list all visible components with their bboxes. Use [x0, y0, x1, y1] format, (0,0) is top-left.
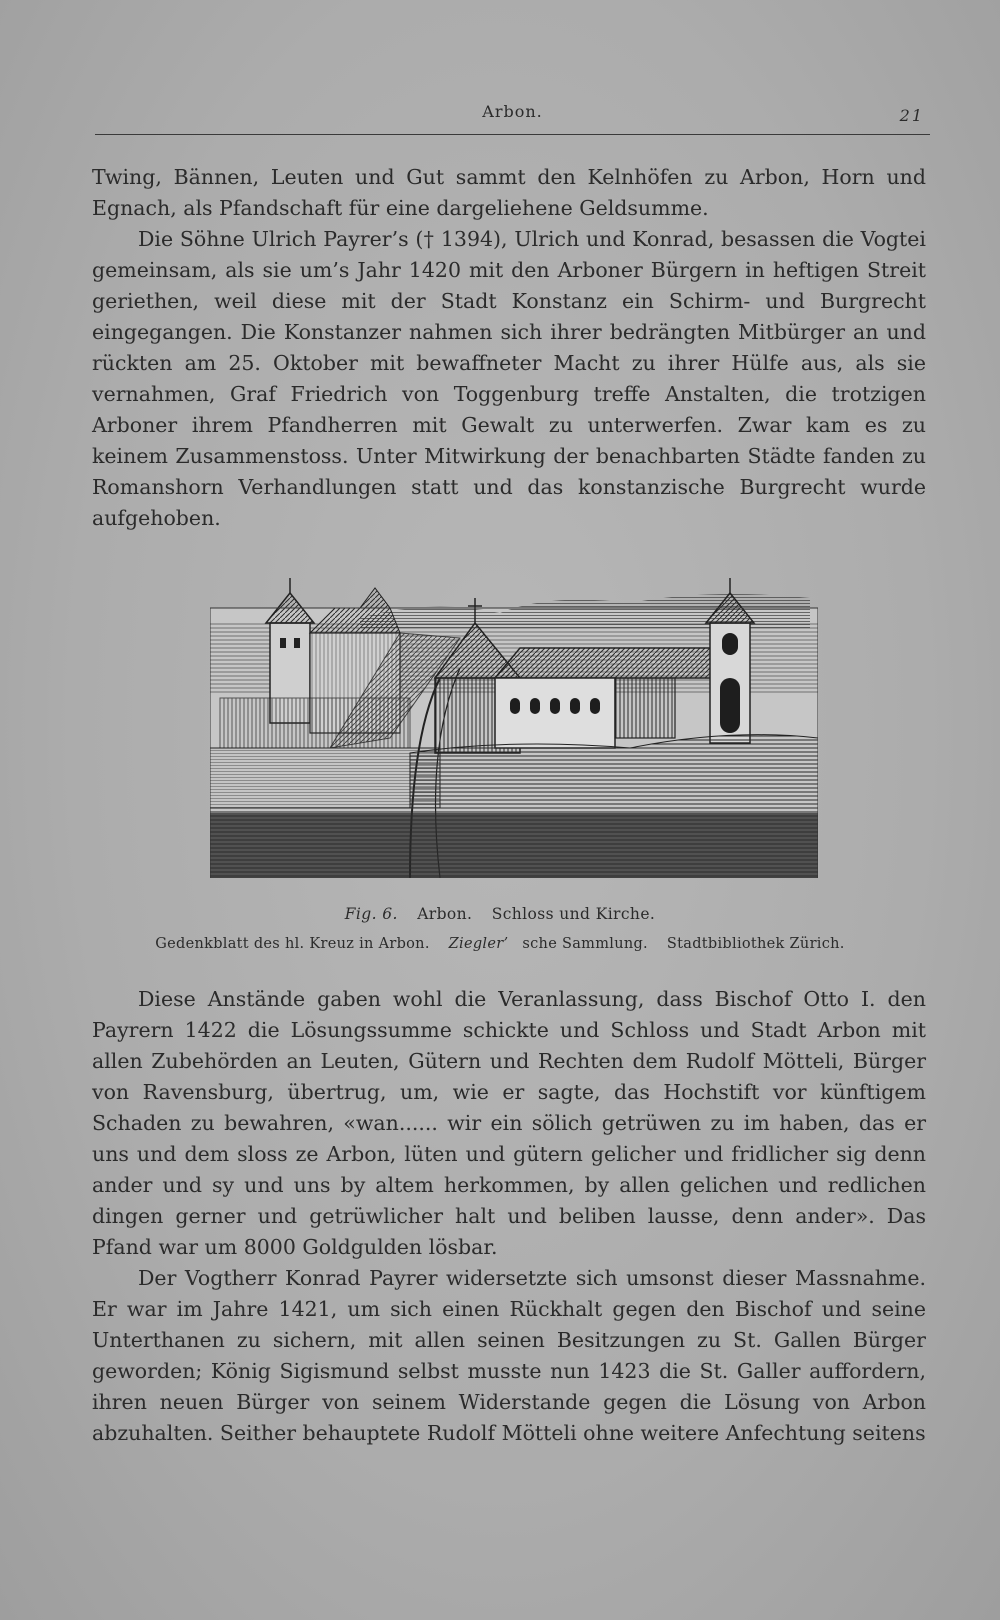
- figure-source-3: Stadtbibliothek Zürich.: [666, 936, 845, 952]
- figure-source-2-rest: sche Sammlung.: [522, 936, 648, 952]
- figure-illustration: [210, 578, 818, 878]
- running-head: [95, 100, 930, 135]
- figure-title: Arbon.: [417, 905, 473, 923]
- engraving-schloss-und-kirche: [210, 578, 818, 878]
- figure-subtitle: Schloss und Kirche.: [491, 905, 656, 923]
- paragraph: Twing, Bännen, Leuten und Gut sammt den Kelnhöfen zu Arbon, Horn und Egnach, als Pfandschaft für eine dargeliehene Geldsumme.: [92, 165, 926, 220]
- paragraph: Der Vogtherr Konrad Payrer widersetzte sich umsonst dieser Massnahme. Er war im Jahre 1421, um sich einen Rückhalt gegen den Bischof und seine Unterthanen zu sichern, mit allen seinen Besitzungen zu St. Gallen Bürger geworden; König Sigismund selbst musste nun 1423 die St. Galler auffordern, ihren neuen Bürger von seinem Widerstande gegen die Lösung von Arbon abzuhalten. Seither behauptete Rudolf Mötteli ohne weitere Anfechtung seitens: [92, 1266, 926, 1445]
- paragraph: Diese Anstände gaben wohl die Veranlassung, dass Bischof Otto I. den Payrern 1422 die Lösungssumme schickte und Schloss und Stadt Arbon mit allen Zubehörden an Leuten, Gütern und Rechten dem Rudolf Mötteli, Bürger von Ravensburg, übertrug, um, wie er sagte, das Hochstift vor künftigem Schaden zu bewahren, «wan...... wir ein sölich getrüwen zu im haben, das er uns und dem sloss ze Arbon, lüten und gütern gelicher und fridlicher sig denn ander und sy und uns by altem herkommen, by allen gelichen und redlichen dingen gerner und getrüwlicher halt und beliben lausse, denn ander». Das Pfand war um 8000 Goldgulden lösbar.: [92, 987, 926, 1259]
- text-block-top: [92, 162, 926, 534]
- figure-caption: [0, 905, 1000, 923]
- figure-source-1: Gedenkblatt des hl. Kreuz in Arbon.: [155, 936, 430, 952]
- figure-source: [0, 936, 1000, 952]
- page-number: 21: [899, 106, 924, 125]
- figure-label: Fig. 6.: [344, 905, 398, 923]
- paragraph: Die Söhne Ulrich Payrer’s († 1394), Ulrich und Konrad, besassen die Vogtei gemeinsam, als sie um’s Jahr 1420 mit den Arboner Bürgern in heftigen Streit geriethen, weil diese mit der Stadt Konstanz ein Schirm- und Burgrecht eingegangen. Die Konstanzer nahmen sich ihrer bedrängten Mitbürger an und rückten am 25. Oktober mit bewaffneter Macht zu ihrer Hülfe aus, als sie vernahmen, Graf Friedrich von Toggenburg treffe Anstalten, die trotzigen Arboner ihrem Pfandherren mit Gewalt zu unterwerfen. Zwar kam es zu keinem Zusammenstoss. Unter Mitwirkung der benachbarten Städte fanden zu Romanshorn Verhandlungen statt und das konstanzische Burgrecht wurde aufgehoben.: [92, 227, 926, 530]
- running-head-title: Arbon.: [482, 102, 543, 121]
- text-block-bottom: [92, 984, 926, 1449]
- figure-source-2-name: Ziegler’: [448, 936, 509, 952]
